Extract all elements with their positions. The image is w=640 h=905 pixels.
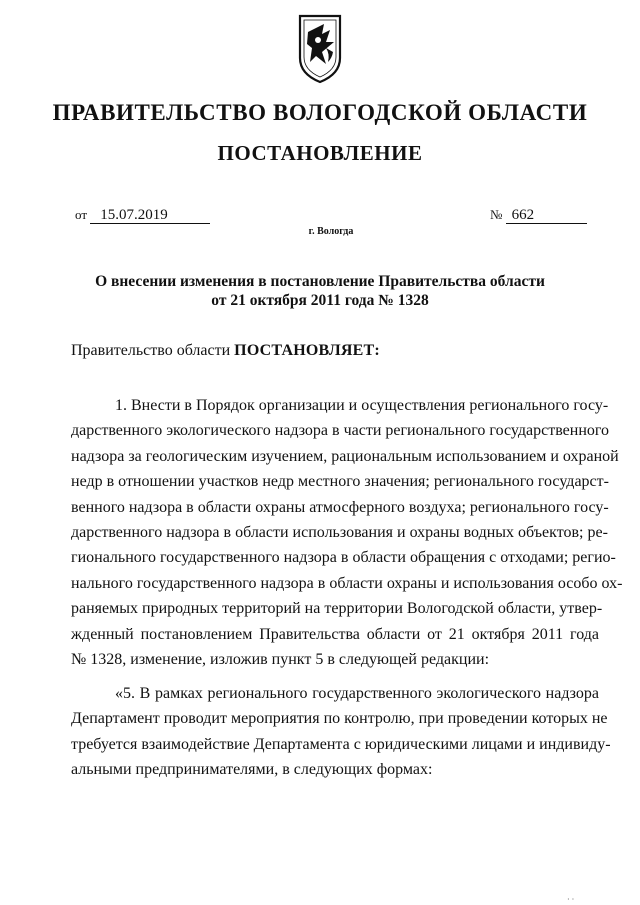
document-type: ПОСТАНОВЛЕНИЕ xyxy=(217,141,423,165)
paragraph-line: недр в отношении участков недр местного значения; регионального государст- xyxy=(71,473,609,491)
preamble-text: Правительство области xyxy=(71,342,231,359)
paragraph-line: жденный постановлением Правительства области от 21 октября 2011 года xyxy=(71,625,599,643)
paragraph-line: гионального государственного надзора в области обращения с отходами; регио- xyxy=(71,549,616,567)
page-mark: · · xyxy=(567,895,575,904)
number-value: 662 xyxy=(506,207,587,224)
paragraph-line: дарственного экологического надзора в части регионального государственного xyxy=(71,422,610,440)
paragraph-line: раняемых природных территорий на территории Вологодской области, утвер- xyxy=(71,600,603,618)
paragraph-line: венного надзора в области охраны атмосферного воздуха; регионального госу- xyxy=(71,498,609,516)
subject-line-1: О внесении изменения в постановление Правительства области xyxy=(95,273,545,290)
paragraph-line: «5. В рамках регионального государственного экологического надзора xyxy=(115,685,599,702)
paragraph-1 xyxy=(71,393,623,672)
paragraph-line: Департамент проводит мероприятия по контролю, при проведении которых не xyxy=(71,710,608,728)
paragraph-line: 1. Внести в Порядок организации и осуществления регионального госу- xyxy=(115,397,609,414)
document-number xyxy=(490,207,587,224)
paragraph-line: дарственного надзора в области использования и охраны водных объектов; ре- xyxy=(71,524,608,542)
date-value: 15.07.2019 xyxy=(90,207,210,224)
paragraph-line: требуется взаимодействие Департамента с юридическими лицами и индивиду- xyxy=(71,735,611,753)
paragraph-2 xyxy=(71,681,611,783)
preamble xyxy=(71,342,380,360)
paragraph-line: надзора за геологическим изучением, рациональным использованием и охраной xyxy=(71,447,619,465)
subject-line-2: от 21 октября 2011 года № 1328 xyxy=(211,292,429,309)
paragraph-line: нального государственного надзора в области охраны и использования особо ох- xyxy=(71,574,623,592)
preamble-emphasis: ПОСТАНОВЛЯЕТ: xyxy=(234,342,380,359)
paragraph-line: альными предпринимателями, в следующих формах: xyxy=(71,761,433,779)
organization-title: ПРАВИТЕЛЬСТВО ВОЛОГОДСКОЙ ОБЛАСТИ xyxy=(52,100,588,125)
city: г. Вологда xyxy=(308,226,354,237)
document-subject xyxy=(0,272,640,310)
date-label: от xyxy=(75,207,88,222)
number-label: № xyxy=(490,207,503,222)
paragraph-line: № 1328, изменение, изложив пункт 5 в следующей редакции: xyxy=(71,651,490,669)
coat-of-arms-icon xyxy=(296,12,344,84)
document-date xyxy=(75,207,210,224)
